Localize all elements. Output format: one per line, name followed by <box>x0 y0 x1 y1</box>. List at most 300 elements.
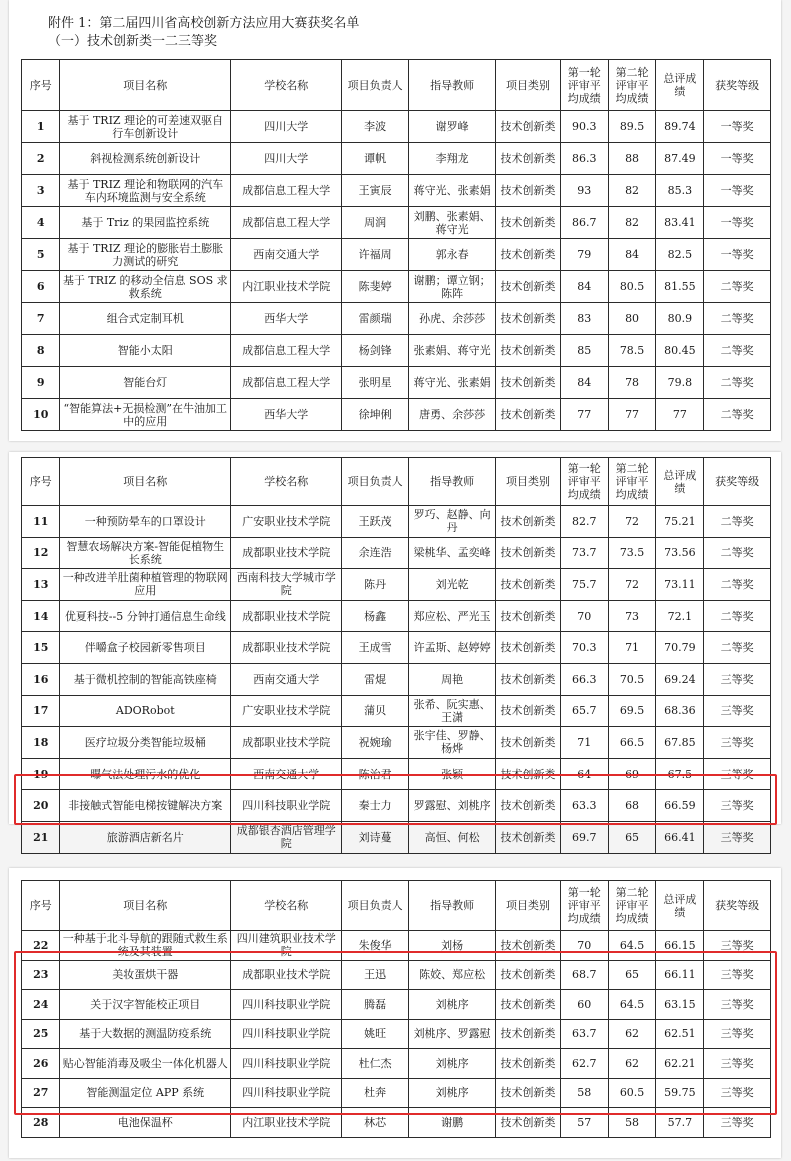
cell-total: 59.75 <box>656 1078 704 1108</box>
cell-category: 技术创新类 <box>496 1019 560 1049</box>
cell-teacher: 蒋守光、张素娟 <box>408 175 495 207</box>
cell-r1: 77 <box>560 399 608 431</box>
table-row <box>22 143 771 175</box>
cell-award: 一等奖 <box>704 143 771 175</box>
cell-school: 内江职业技术学院 <box>231 271 342 303</box>
cell-r2: 70.5 <box>608 663 656 695</box>
table-row <box>22 271 771 303</box>
cell-r2: 73 <box>608 600 656 632</box>
cell-r2: 80 <box>608 303 656 335</box>
cell-leader: 张明星 <box>342 367 409 399</box>
cell-teacher: 李翔龙 <box>408 143 495 175</box>
cell-total: 66.15 <box>656 931 704 961</box>
cell-r2: 84 <box>608 239 656 271</box>
cell-total: 70.79 <box>656 632 704 664</box>
cell-school: 西南交通大学 <box>231 663 342 695</box>
cell-r1: 62.7 <box>560 1049 608 1079</box>
cell-category: 技术创新类 <box>496 506 560 538</box>
cell-project: 曝气法处理污水的优化 <box>60 758 231 790</box>
cell-project: 基于 TRIZ 的移动全信息 SOS 求救系统 <box>60 271 231 303</box>
cell-total: 80.9 <box>656 303 704 335</box>
table-header-row <box>22 881 771 931</box>
cell-leader: 杨鑫 <box>342 600 409 632</box>
header-total: 总评成绩 <box>656 458 704 506</box>
header-school: 学校名称 <box>231 60 342 111</box>
header-teacher: 指导教师 <box>408 60 495 111</box>
table-header-row <box>22 60 771 111</box>
cell-award: 三等奖 <box>704 663 771 695</box>
cell-category: 技术创新类 <box>496 1078 560 1108</box>
cell-no: 14 <box>22 600 60 632</box>
cell-project: 旅游酒店新名片 <box>60 821 231 853</box>
cell-teacher: 罗巧、赵静、向丹 <box>408 506 495 538</box>
cell-project: 智能测温定位 APP 系统 <box>60 1078 231 1108</box>
cell-school: 四川大学 <box>231 143 342 175</box>
cell-leader: 雷颜瑞 <box>342 303 409 335</box>
header-project: 项目名称 <box>60 881 231 931</box>
award-table-3 <box>21 880 771 1138</box>
cell-total: 85.3 <box>656 175 704 207</box>
header-project: 项目名称 <box>60 458 231 506</box>
header-school: 学校名称 <box>231 458 342 506</box>
table-row <box>22 506 771 538</box>
table-row <box>22 931 771 961</box>
table-row <box>22 663 771 695</box>
cell-category: 技术创新类 <box>496 695 560 727</box>
cell-teacher: 张希、阮实惠、王潇 <box>408 695 495 727</box>
table-row <box>22 399 771 431</box>
cell-school: 西南科技大学城市学院 <box>231 569 342 601</box>
cell-no: 1 <box>22 111 60 143</box>
award-table-2 <box>21 457 771 854</box>
cell-r1: 69.7 <box>560 821 608 853</box>
cell-r2: 62 <box>608 1019 656 1049</box>
cell-school: 成都职业技术学院 <box>231 632 342 664</box>
table-row <box>22 239 771 271</box>
cell-award: 一等奖 <box>704 239 771 271</box>
cell-leader: 腾磊 <box>342 990 409 1020</box>
cell-project: 优夏科技--5 分钟打通信息生命线 <box>60 600 231 632</box>
cell-no: 17 <box>22 695 60 727</box>
cell-category: 技术创新类 <box>496 727 560 759</box>
cell-project: 贴心智能消毒及吸尘一体化机器人 <box>60 1049 231 1079</box>
cell-r2: 77 <box>608 399 656 431</box>
cell-leader: 谭帆 <box>342 143 409 175</box>
cell-school: 西南交通大学 <box>231 239 342 271</box>
cell-r2: 69 <box>608 758 656 790</box>
cell-award: 二等奖 <box>704 569 771 601</box>
cell-project: 美妆蛋烘干器 <box>60 960 231 990</box>
cell-award: 三等奖 <box>704 990 771 1020</box>
cell-category: 技术创新类 <box>496 303 560 335</box>
cell-teacher: 张素娟、蒋守光 <box>408 335 495 367</box>
cell-teacher: 孙虎、余莎莎 <box>408 303 495 335</box>
header-r1: 第一轮评审平均成绩 <box>560 60 608 111</box>
cell-leader: 姚旺 <box>342 1019 409 1049</box>
cell-r1: 93 <box>560 175 608 207</box>
award-table-1 <box>21 59 771 431</box>
header-no: 序号 <box>22 458 60 506</box>
cell-no: 27 <box>22 1078 60 1108</box>
cell-r2: 78 <box>608 367 656 399</box>
cell-teacher: 谢鹏；谭立钢；陈阵 <box>408 271 495 303</box>
table-row <box>22 821 771 853</box>
table-row <box>22 758 771 790</box>
cell-r1: 63.7 <box>560 1019 608 1049</box>
cell-leader: 祝婉瑜 <box>342 727 409 759</box>
cell-leader: 李波 <box>342 111 409 143</box>
cell-no: 26 <box>22 1049 60 1079</box>
header-leader: 项目负责人 <box>342 881 409 931</box>
header-r2: 第二轮评审平均成绩 <box>608 60 656 111</box>
header-award: 获奖等级 <box>704 458 771 506</box>
cell-r1: 58 <box>560 1078 608 1108</box>
cell-r1: 90.3 <box>560 111 608 143</box>
cell-r1: 64 <box>560 758 608 790</box>
cell-r2: 58 <box>608 1108 656 1138</box>
cell-leader: 林芯 <box>342 1108 409 1138</box>
cell-project: “智能算法+无损检测”在牛油加工中的应用 <box>60 399 231 431</box>
header-r1: 第一轮评审平均成绩 <box>560 458 608 506</box>
cell-project: 基于大数据的测温防疫系统 <box>60 1019 231 1049</box>
cell-award: 一等奖 <box>704 111 771 143</box>
cell-school: 成都银杏酒店管理学院 <box>231 821 342 853</box>
cell-award: 一等奖 <box>704 175 771 207</box>
table-row <box>22 695 771 727</box>
cell-r2: 64.5 <box>608 931 656 961</box>
cell-r2: 89.5 <box>608 111 656 143</box>
cell-category: 技术创新类 <box>496 821 560 853</box>
cell-category: 技术创新类 <box>496 207 560 239</box>
cell-r2: 82 <box>608 207 656 239</box>
cell-no: 21 <box>22 821 60 853</box>
cell-no: 7 <box>22 303 60 335</box>
cell-award: 三等奖 <box>704 960 771 990</box>
cell-school: 四川建筑职业技术学院 <box>231 931 342 961</box>
cell-award: 二等奖 <box>704 600 771 632</box>
cell-category: 技术创新类 <box>496 1108 560 1138</box>
cell-category: 技术创新类 <box>496 569 560 601</box>
cell-category: 技术创新类 <box>496 271 560 303</box>
cell-project: 一种基于北斗导航的跟随式救生系统及其装置 <box>60 931 231 961</box>
cell-total: 63.15 <box>656 990 704 1020</box>
cell-teacher: 刘杨 <box>408 931 495 961</box>
cell-r1: 70.3 <box>560 632 608 664</box>
cell-total: 62.21 <box>656 1049 704 1079</box>
cell-school: 成都职业技术学院 <box>231 600 342 632</box>
cell-project: 关于汉字智能校正项目 <box>60 990 231 1020</box>
cell-award: 三等奖 <box>704 1108 771 1138</box>
cell-no: 4 <box>22 207 60 239</box>
header-r2: 第二轮评审平均成绩 <box>608 458 656 506</box>
cell-leader: 杜奔 <box>342 1078 409 1108</box>
cell-category: 技术创新类 <box>496 632 560 664</box>
cell-project: 组合式定制耳机 <box>60 303 231 335</box>
cell-r1: 65.7 <box>560 695 608 727</box>
cell-project: 基于 TRIZ 理论的膨胀岩土膨胀力测试的研究 <box>60 239 231 271</box>
cell-no: 23 <box>22 960 60 990</box>
cell-school: 成都信息工程大学 <box>231 367 342 399</box>
cell-teacher: 罗露慰、刘桃序 <box>408 790 495 822</box>
cell-category: 技术创新类 <box>496 990 560 1020</box>
cell-school: 四川科技职业学院 <box>231 1019 342 1049</box>
cell-no: 18 <box>22 727 60 759</box>
cell-teacher: 刘光乾 <box>408 569 495 601</box>
cell-project: 非接触式智能电梯按键解决方案 <box>60 790 231 822</box>
cell-leader: 秦士力 <box>342 790 409 822</box>
cell-category: 技术创新类 <box>496 600 560 632</box>
table-row <box>22 960 771 990</box>
cell-category: 技术创新类 <box>496 239 560 271</box>
cell-project: 智能小太阳 <box>60 335 231 367</box>
cell-r1: 82.7 <box>560 506 608 538</box>
cell-r1: 79 <box>560 239 608 271</box>
header-project: 项目名称 <box>60 60 231 111</box>
cell-leader: 余连浩 <box>342 537 409 569</box>
cell-award: 三等奖 <box>704 1049 771 1079</box>
cell-award: 二等奖 <box>704 335 771 367</box>
cell-r1: 71 <box>560 727 608 759</box>
cell-category: 技术创新类 <box>496 790 560 822</box>
cell-category: 技术创新类 <box>496 335 560 367</box>
cell-school: 广安职业技术学院 <box>231 506 342 538</box>
cell-school: 西华大学 <box>231 303 342 335</box>
cell-project: ADORobot <box>60 695 231 727</box>
cell-teacher: 唐勇、余莎莎 <box>408 399 495 431</box>
cell-school: 西华大学 <box>231 399 342 431</box>
cell-leader: 杨剑锋 <box>342 335 409 367</box>
cell-total: 87.49 <box>656 143 704 175</box>
cell-r1: 60 <box>560 990 608 1020</box>
cell-project: 智能台灯 <box>60 367 231 399</box>
cell-teacher: 梁桃华、孟奕峰 <box>408 537 495 569</box>
cell-school: 四川科技职业学院 <box>231 1078 342 1108</box>
cell-no: 12 <box>22 537 60 569</box>
cell-project: 医疗垃圾分类智能垃圾桶 <box>60 727 231 759</box>
cell-teacher: 刘桃序、罗露慰 <box>408 1019 495 1049</box>
cell-r2: 72 <box>608 569 656 601</box>
table-row <box>22 1019 771 1049</box>
cell-teacher: 谢罗峰 <box>408 111 495 143</box>
cell-teacher: 刘鹏、张素娟、蒋守光 <box>408 207 495 239</box>
header-r1: 第一轮评审平均成绩 <box>560 881 608 931</box>
cell-no: 16 <box>22 663 60 695</box>
cell-total: 83.41 <box>656 207 704 239</box>
cell-total: 69.24 <box>656 663 704 695</box>
cell-total: 73.11 <box>656 569 704 601</box>
cell-no: 8 <box>22 335 60 367</box>
cell-leader: 陈治君 <box>342 758 409 790</box>
cell-r1: 84 <box>560 367 608 399</box>
cell-leader: 王寅辰 <box>342 175 409 207</box>
cell-project: 电池保温杯 <box>60 1108 231 1138</box>
cell-r1: 57 <box>560 1108 608 1138</box>
cell-school: 内江职业技术学院 <box>231 1108 342 1138</box>
cell-leader: 徐坤俐 <box>342 399 409 431</box>
cell-school: 四川科技职业学院 <box>231 790 342 822</box>
cell-r1: 68.7 <box>560 960 608 990</box>
cell-r2: 65 <box>608 960 656 990</box>
cell-r2: 62 <box>608 1049 656 1079</box>
cell-total: 68.36 <box>656 695 704 727</box>
cell-total: 67.5 <box>656 758 704 790</box>
header-leader: 项目负责人 <box>342 458 409 506</box>
cell-r1: 75.7 <box>560 569 608 601</box>
cell-r2: 72 <box>608 506 656 538</box>
header-total: 总评成绩 <box>656 881 704 931</box>
cell-leader: 雷焜 <box>342 663 409 695</box>
cell-school: 四川科技职业学院 <box>231 1049 342 1079</box>
table-row <box>22 790 771 822</box>
cell-category: 技术创新类 <box>496 143 560 175</box>
table-row <box>22 367 771 399</box>
cell-no: 5 <box>22 239 60 271</box>
cell-no: 6 <box>22 271 60 303</box>
cell-total: 81.55 <box>656 271 704 303</box>
header-school: 学校名称 <box>231 881 342 931</box>
cell-no: 9 <box>22 367 60 399</box>
cell-leader: 朱俊华 <box>342 931 409 961</box>
cell-leader: 王迅 <box>342 960 409 990</box>
cell-school: 成都信息工程大学 <box>231 175 342 207</box>
header-leader: 项目负责人 <box>342 60 409 111</box>
cell-school: 四川科技职业学院 <box>231 990 342 1020</box>
cell-project: 伴嚼盒子校园新零售项目 <box>60 632 231 664</box>
cell-no: 3 <box>22 175 60 207</box>
cell-r1: 83 <box>560 303 608 335</box>
cell-r1: 86.7 <box>560 207 608 239</box>
cell-category: 技术创新类 <box>496 931 560 961</box>
cell-category: 技术创新类 <box>496 537 560 569</box>
cell-r2: 69.5 <box>608 695 656 727</box>
cell-teacher: 蒋守光、张素娟 <box>408 367 495 399</box>
cell-total: 62.51 <box>656 1019 704 1049</box>
cell-teacher: 张宇佳、罗静、杨烨 <box>408 727 495 759</box>
header-category: 项目类别 <box>496 881 560 931</box>
cell-leader: 陈斐婷 <box>342 271 409 303</box>
cell-r1: 63.3 <box>560 790 608 822</box>
cell-category: 技术创新类 <box>496 367 560 399</box>
cell-r2: 82 <box>608 175 656 207</box>
cell-award: 二等奖 <box>704 399 771 431</box>
cell-teacher: 郑应松、严光玉 <box>408 600 495 632</box>
cell-total: 57.7 <box>656 1108 704 1138</box>
table-row <box>22 537 771 569</box>
cell-total: 80.45 <box>656 335 704 367</box>
cell-total: 73.56 <box>656 537 704 569</box>
table-row <box>22 335 771 367</box>
cell-category: 技术创新类 <box>496 175 560 207</box>
cell-school: 成都职业技术学院 <box>231 727 342 759</box>
header-award: 获奖等级 <box>704 60 771 111</box>
cell-school: 成都信息工程大学 <box>231 335 342 367</box>
cell-category: 技术创新类 <box>496 1049 560 1079</box>
cell-r2: 80.5 <box>608 271 656 303</box>
cell-teacher: 郭永春 <box>408 239 495 271</box>
cell-award: 三等奖 <box>704 695 771 727</box>
cell-r2: 71 <box>608 632 656 664</box>
cell-r1: 86.3 <box>560 143 608 175</box>
cell-r2: 68 <box>608 790 656 822</box>
cell-leader: 陈丹 <box>342 569 409 601</box>
cell-project: 一种预防晕车的口罩设计 <box>60 506 231 538</box>
cell-total: 79.8 <box>656 367 704 399</box>
table-row <box>22 303 771 335</box>
cell-category: 技术创新类 <box>496 399 560 431</box>
cell-leader: 刘诗蔓 <box>342 821 409 853</box>
cell-no: 25 <box>22 1019 60 1049</box>
cell-leader: 蒲贝 <box>342 695 409 727</box>
cell-no: 28 <box>22 1108 60 1138</box>
cell-school: 四川大学 <box>231 111 342 143</box>
cell-r2: 88 <box>608 143 656 175</box>
cell-award: 二等奖 <box>704 271 771 303</box>
cell-project: 基于 Triz 的果园监控系统 <box>60 207 231 239</box>
cell-award: 二等奖 <box>704 367 771 399</box>
cell-total: 72.1 <box>656 600 704 632</box>
cell-school: 西南交通大学 <box>231 758 342 790</box>
cell-award: 一等奖 <box>704 207 771 239</box>
header-category: 项目类别 <box>496 60 560 111</box>
cell-award: 三等奖 <box>704 1019 771 1049</box>
cell-award: 二等奖 <box>704 632 771 664</box>
cell-no: 11 <box>22 506 60 538</box>
cell-award: 二等奖 <box>704 303 771 335</box>
section-title: （一）技术创新类一二三等奖 <box>48 34 218 49</box>
cell-total: 77 <box>656 399 704 431</box>
cell-r1: 70 <box>560 931 608 961</box>
cell-project: 智慧农场解决方案-智能促植物生长系统 <box>60 537 231 569</box>
cell-r2: 78.5 <box>608 335 656 367</box>
table-row <box>22 111 771 143</box>
cell-award: 三等奖 <box>704 931 771 961</box>
cell-r1: 66.3 <box>560 663 608 695</box>
cell-category: 技术创新类 <box>496 960 560 990</box>
cell-teacher: 刘桃序 <box>408 1049 495 1079</box>
table-row <box>22 990 771 1020</box>
cell-school: 成都职业技术学院 <box>231 960 342 990</box>
cell-category: 技术创新类 <box>496 111 560 143</box>
cell-r2: 73.5 <box>608 537 656 569</box>
cell-leader: 周润 <box>342 207 409 239</box>
cell-teacher: 周艳 <box>408 663 495 695</box>
cell-school: 成都信息工程大学 <box>231 207 342 239</box>
cell-total: 66.11 <box>656 960 704 990</box>
cell-leader: 许福周 <box>342 239 409 271</box>
table-row <box>22 569 771 601</box>
cell-total: 66.59 <box>656 790 704 822</box>
cell-total: 82.5 <box>656 239 704 271</box>
cell-award: 三等奖 <box>704 727 771 759</box>
cell-total: 75.21 <box>656 506 704 538</box>
cell-r1: 84 <box>560 271 608 303</box>
cell-school: 成都职业技术学院 <box>231 537 342 569</box>
cell-no: 15 <box>22 632 60 664</box>
cell-teacher: 张颖 <box>408 758 495 790</box>
cell-r2: 65 <box>608 821 656 853</box>
cell-r1: 73.7 <box>560 537 608 569</box>
cell-r2: 66.5 <box>608 727 656 759</box>
cell-project: 基于微机控制的智能高铁座椅 <box>60 663 231 695</box>
table-row <box>22 175 771 207</box>
cell-teacher: 许孟斯、赵婷婷 <box>408 632 495 664</box>
cell-leader: 王跃茂 <box>342 506 409 538</box>
cell-award: 二等奖 <box>704 506 771 538</box>
table-row <box>22 727 771 759</box>
table-row <box>22 1049 771 1079</box>
table-row <box>22 1108 771 1138</box>
cell-no: 10 <box>22 399 60 431</box>
